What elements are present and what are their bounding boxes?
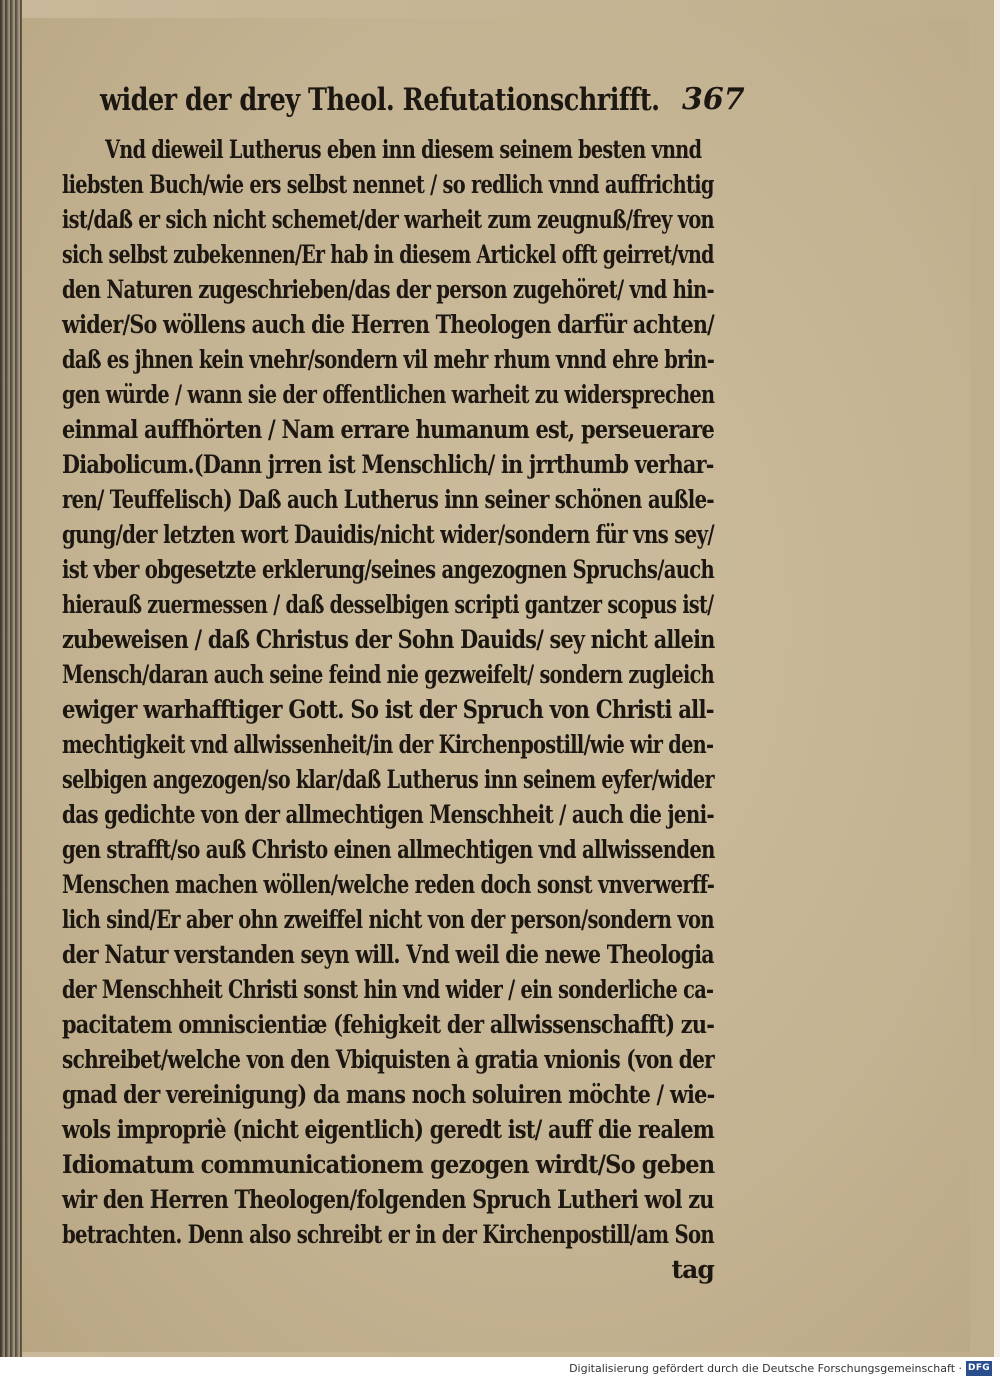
page-header (100, 82, 750, 126)
text-line: Vnd dieweil Lutherus eben inn diesem seinem besten vnnd (105, 135, 702, 164)
text-line: wider/So wöllens auch die Herren Theologen darfür achten/ (62, 310, 714, 339)
dfg-logo-icon: DFG (966, 1361, 992, 1376)
running-head: wider der drey Theol. Refutationschrifft. (100, 82, 660, 118)
text-line: den Naturen zugeschrieben/das der person zugehöret/ vnd hin- (62, 275, 714, 304)
text-line: wols impropriè (nicht eigentlich) geredt ist/ auff die realem (62, 1115, 715, 1144)
text-line: das gedichte von der allmechtigen Menschheit / auch die jeni- (62, 800, 714, 829)
text-line: gung/der letzten wort Dauidis/nicht wider/sondern für vns sey/ (62, 520, 714, 549)
text-line: betrachten. Denn also schreibt er in der Kirchenpostill/am Son (62, 1220, 714, 1249)
text-line: ist/daß er sich nicht schemet/der warheit zum zeugnuß/frey von (62, 205, 714, 234)
text-line: liebsten Buch/wie ers selbst nennet / so redlich vnnd auffrichtig (62, 170, 714, 199)
page-number: 367 (682, 82, 745, 117)
catchword: tag (671, 1255, 714, 1284)
body-text (62, 132, 742, 1287)
text-line: wir den Herren Theologen/folgenden Spruch Lutheri wol zu (62, 1185, 714, 1214)
text-line: gen strafft/so auß Christo einen allmechtigen vnd allwissenden (62, 835, 715, 864)
text-line: lich sind/Er aber ohn zweiffel nicht von der person/sondern von (62, 905, 714, 934)
text-line: einmal auffhörten / Nam errare humanum est, perseuerare (62, 415, 715, 444)
text-line: mechtigkeit vnd allwissenheit/in der Kirchenpostill/wie wir den- (62, 730, 714, 759)
text-line: Idiomatum communicationem gezogen wirdt/So geben (62, 1150, 715, 1179)
text-line: gen würde / wann sie der offentlichen warheit zu widersprechen (62, 380, 715, 409)
text-line: ewiger warhafftiger Gott. So ist der Spruch von Christi all- (62, 695, 714, 724)
text-line: sich selbst zubekennen/Er hab in diesem Artickel offt geirret/vnd (62, 240, 714, 269)
text-line: Mensch/daran auch seine feind nie gezweifelt/ sondern zugleich (62, 660, 715, 689)
paper-page (22, 18, 970, 1352)
text-line: schreibet/welche von den Vbiquisten à gratia vnionis (von der (62, 1045, 714, 1074)
book-binding-edge (0, 0, 22, 1357)
text-line: ist vber obgesetzte erklerung/seines angezognen Spruchs/auch (62, 555, 715, 584)
scan-margin (994, 0, 1000, 1357)
text-line: selbigen angezogen/so klar/daß Lutherus inn seinem eyfer/wider (62, 765, 714, 794)
funding-credit: Digitalisierung gefördert durch die Deutsche Forschungsgemeinschaft · (569, 1362, 962, 1375)
text-line: daß es jhnen kein vnehr/sondern vil mehr rhum vnnd ehre brin- (62, 345, 715, 374)
text-line: der Natur verstanden seyn will. Vnd weil die newe Theologia (62, 940, 714, 969)
text-line: Diabolicum.(Dann jrren ist Menschlich/ in jrrthumb verhar- (62, 450, 714, 479)
text-line: gnad der vereinigung) da mans noch soluiren möchte / wie- (62, 1080, 715, 1109)
text-line: Menschen machen wöllen/welche reden doch sonst vnverwerff- (62, 870, 715, 899)
text-line: hierauß zuermessen / daß desselbigen scripti gantzer scopus ist/ (62, 590, 714, 619)
text-line: der Menschheit Christi sonst hin vnd wider / ein sonderliche ca- (62, 975, 714, 1004)
text-line: pacitatem omniscientiæ (fehigkeit der allwissenschafft) zu- (62, 1010, 715, 1039)
text-line: zubeweisen / daß Christus der Sohn Dauids/ sey nicht allein (62, 625, 715, 654)
text-line: ren/ Teuffelisch) Daß auch Lutherus inn seiner schönen außle- (62, 485, 714, 514)
footer-bar (0, 1357, 1000, 1383)
